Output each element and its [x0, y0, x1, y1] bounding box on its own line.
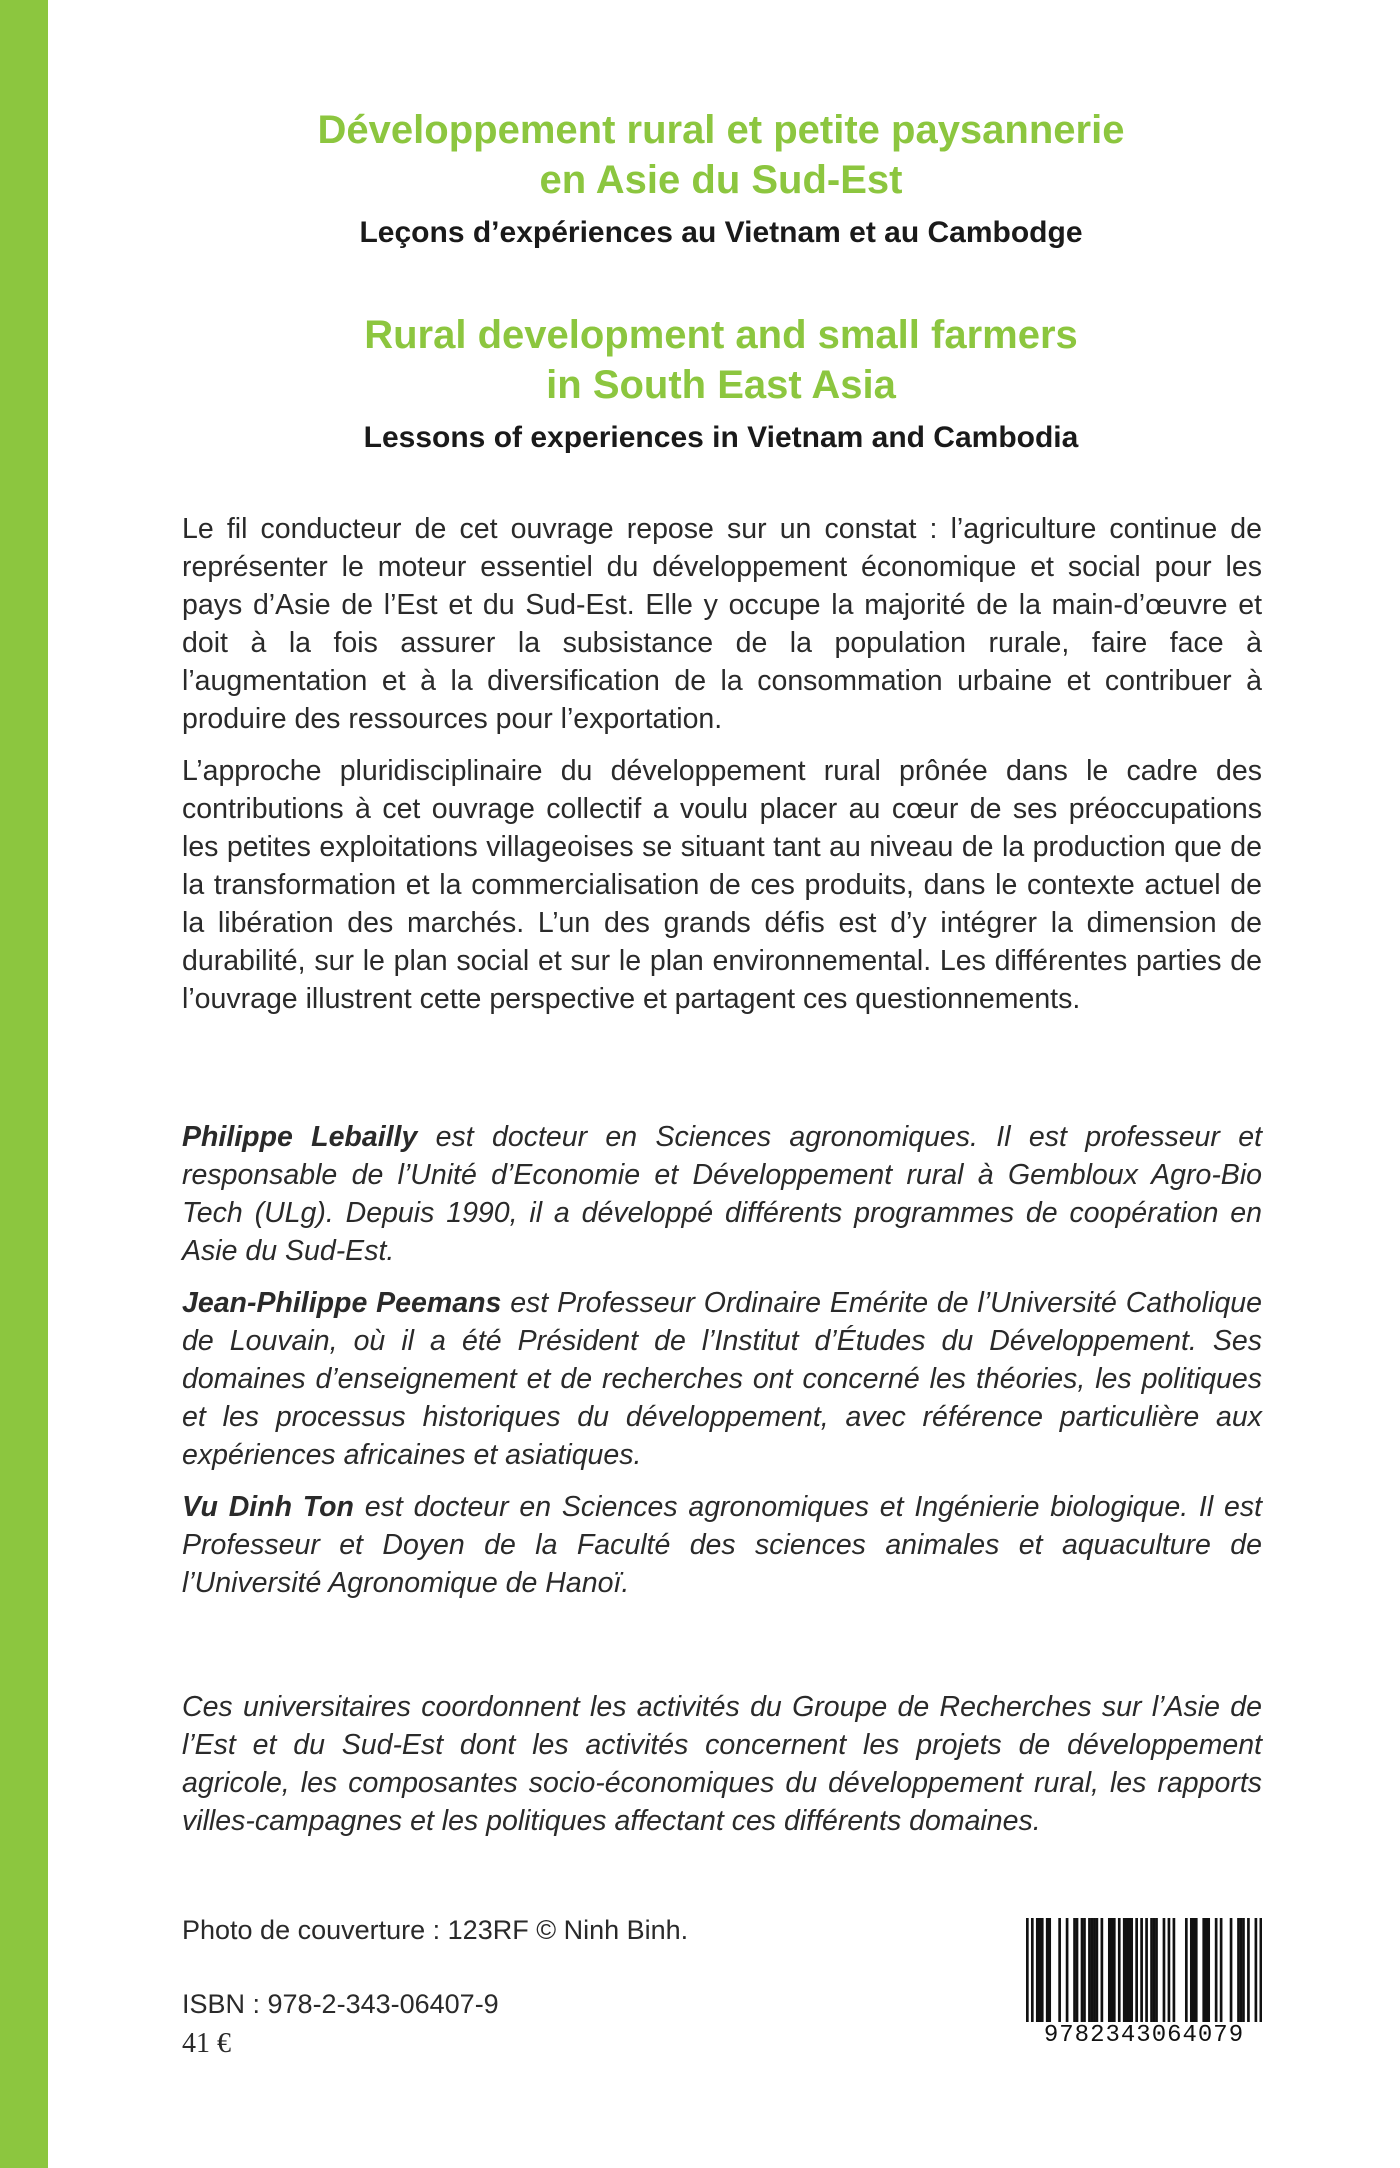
barcode-digits: 9782343064079 — [1043, 2022, 1245, 2049]
barcode-bar — [1041, 1918, 1044, 2022]
barcode-bar — [1113, 1918, 1116, 2022]
author-name: Jean-Philippe Peemans — [182, 1287, 502, 1319]
price: 41 € — [182, 2028, 231, 2059]
isbn: ISBN : 978-2-343-06407-9 — [182, 1989, 499, 2019]
author-bio-text: est Professeur Ordinaire Emérite de l’Université Catholique de Louvain, où il a été Président de l’Institut d’Études du Développement. Ses domaines d’enseignement et de recherches ont concerné les théories, les politiques et les processus historiques du développement, avec référence particulière aux expériences africaines et asiatiques. — [182, 1287, 1262, 1471]
barcode-bar — [1066, 1918, 1069, 2022]
barcode-bar — [1163, 1918, 1166, 2022]
author-bio — [182, 1284, 1262, 1474]
barcode-bar — [1195, 1918, 1198, 2022]
barcode-bar — [1088, 1918, 1091, 2022]
french-subtitle: Leçons d’expériences au Vietnam et au Cambodge — [359, 216, 1083, 249]
barcode-bar — [1130, 1918, 1133, 2022]
barcode-bar — [1076, 1918, 1079, 2022]
barcode-bar — [1048, 1918, 1051, 2022]
barcode-bar — [1185, 1918, 1188, 2022]
barcode-bar — [1026, 1918, 1029, 2022]
author-name: Philippe Lebailly — [182, 1121, 418, 1153]
barcode-bar — [1123, 1918, 1126, 2022]
barcode-bar — [1202, 1918, 1205, 2022]
author-name: Vu Dinh Ton — [182, 1491, 354, 1523]
barcode-bar — [1140, 1918, 1143, 2022]
barcode-bar — [1083, 1918, 1086, 2022]
barcode-bar — [1125, 1918, 1128, 2022]
english-title-line-2: in South East Asia — [546, 363, 896, 407]
barcode-bar — [1230, 1918, 1233, 2022]
barcode-bar — [1145, 1918, 1148, 2022]
french-title-block — [180, 105, 1262, 253]
summary-paragraph-1: Le fil conducteur de cet ouvrage repose sur un constat : l’agriculture continue de représenter le moteur essentiel du développement économique et social pour les pays d’Asie de l’Est et du Sud-Est. Elle y occupe la majorité de la main-d’œuvre et doit à la fois assurer la subsistance de la population rurale, faire face à l’augmentation et à la diversification de la consommation urbaine et contribuer à produire des ressources pour l’exportation. — [182, 513, 1262, 735]
barcode-bar — [1260, 1918, 1262, 2022]
photo-credit: Photo de couverture : 123RF © Ninh Binh. — [182, 1915, 689, 1945]
barcode-bar — [1081, 1918, 1084, 2022]
barcode-bar — [1173, 1918, 1176, 2022]
author-bio-text: est docteur en Sciences agronomiques. Il est professeur et responsable de l’Unité d’Economie et Développement rural à Gembloux Agro-Bio Tech (ULg). Depuis 1990, il a développé différents programmes de coopération en Asie du Sud-Est. — [182, 1121, 1262, 1267]
barcode-bar — [1038, 1918, 1041, 2022]
barcode-bar — [1096, 1918, 1099, 2022]
barcode-bars — [1026, 1918, 1262, 2022]
barcode-bar — [1118, 1918, 1121, 2022]
barcode-bar — [1110, 1918, 1113, 2022]
barcode-bar — [1192, 1918, 1195, 2022]
summary — [182, 510, 1262, 1018]
closing-paragraph: Ces universitaires coordonnent les activités du Groupe de Recherches sur l’Asie de l’Est et du Sud-Est dont les activités concernent les projets de développement agricole, les composantes socio-économiques du développement rural, les rapports villes-campagnes et les politiques affectant ces différents domaines. — [182, 1691, 1262, 1837]
barcode-bar — [1101, 1918, 1104, 2022]
barcode-bar — [1155, 1918, 1158, 2022]
barcode-bar — [1153, 1918, 1156, 2022]
barcode-bar — [1168, 1918, 1171, 2022]
author-bios — [182, 1118, 1262, 1602]
barcode-bar — [1190, 1918, 1193, 2022]
barcode-bar — [1247, 1918, 1250, 2022]
barcode-bar — [1220, 1918, 1223, 2022]
french-title-line-2: en Asie du Sud-Est — [539, 158, 903, 202]
english-title-line-1: Rural development and small farmers — [364, 313, 1078, 357]
barcode-bar — [1108, 1918, 1111, 2022]
english-subtitle: Lessons of experiences in Vietnam and Cambodia — [363, 421, 1079, 454]
barcode-bar — [1150, 1918, 1153, 2022]
barcode-bar — [1237, 1918, 1240, 2022]
barcode-bar — [1046, 1918, 1049, 2022]
green-spine-bar — [0, 0, 48, 2168]
author-bio — [182, 1118, 1262, 1270]
barcode — [1026, 1918, 1262, 2058]
english-title-block — [180, 310, 1262, 458]
barcode-bar — [1031, 1918, 1034, 2022]
barcode-bar — [1215, 1918, 1218, 2022]
barcode-bar — [1240, 1918, 1243, 2022]
barcode-bar — [1093, 1918, 1096, 2022]
author-bio — [182, 1488, 1262, 1602]
french-title-line-1: Développement rural et petite paysannerie — [317, 108, 1125, 152]
barcode-bar — [1036, 1918, 1039, 2022]
author-bio-text: est docteur en Sciences agronomiques et Ingénierie biologique. Il est Professeur et Doyen de la Faculté des sciences animales et aquaculture de l’Université Agronomique de Hanoï. — [182, 1491, 1262, 1599]
barcode-bar — [1255, 1918, 1258, 2022]
barcode-bar — [1128, 1918, 1131, 2022]
barcode-bar — [1135, 1918, 1138, 2022]
barcode-bar — [1091, 1918, 1094, 2022]
barcode-bar — [1073, 1918, 1076, 2022]
barcode-bar — [1242, 1918, 1245, 2022]
closing-block — [182, 1688, 1262, 1840]
footer — [182, 1913, 882, 2061]
barcode-bar — [1058, 1918, 1061, 2022]
summary-paragraph-2: L’approche pluridisciplinaire du développement rural prônée dans le cadre des contributions à cet ouvrage collectif a voulu placer au cœur de ses préoccupations les petites exploitations villageoises se situant tant au niveau de la production que de la transformation et la commercialisation de ces produits, dans le contexte actuel de la libération des marchés. L’un des grands défis est d’y intégrer la dimension de durabilité, sur le plan social et sur le plan environnemental. Les différentes parties de l’ouvrage illustrent cette perspective et partagent ces questionnements. — [182, 755, 1262, 1015]
barcode-bar — [1205, 1918, 1208, 2022]
barcode-bar — [1207, 1918, 1210, 2022]
